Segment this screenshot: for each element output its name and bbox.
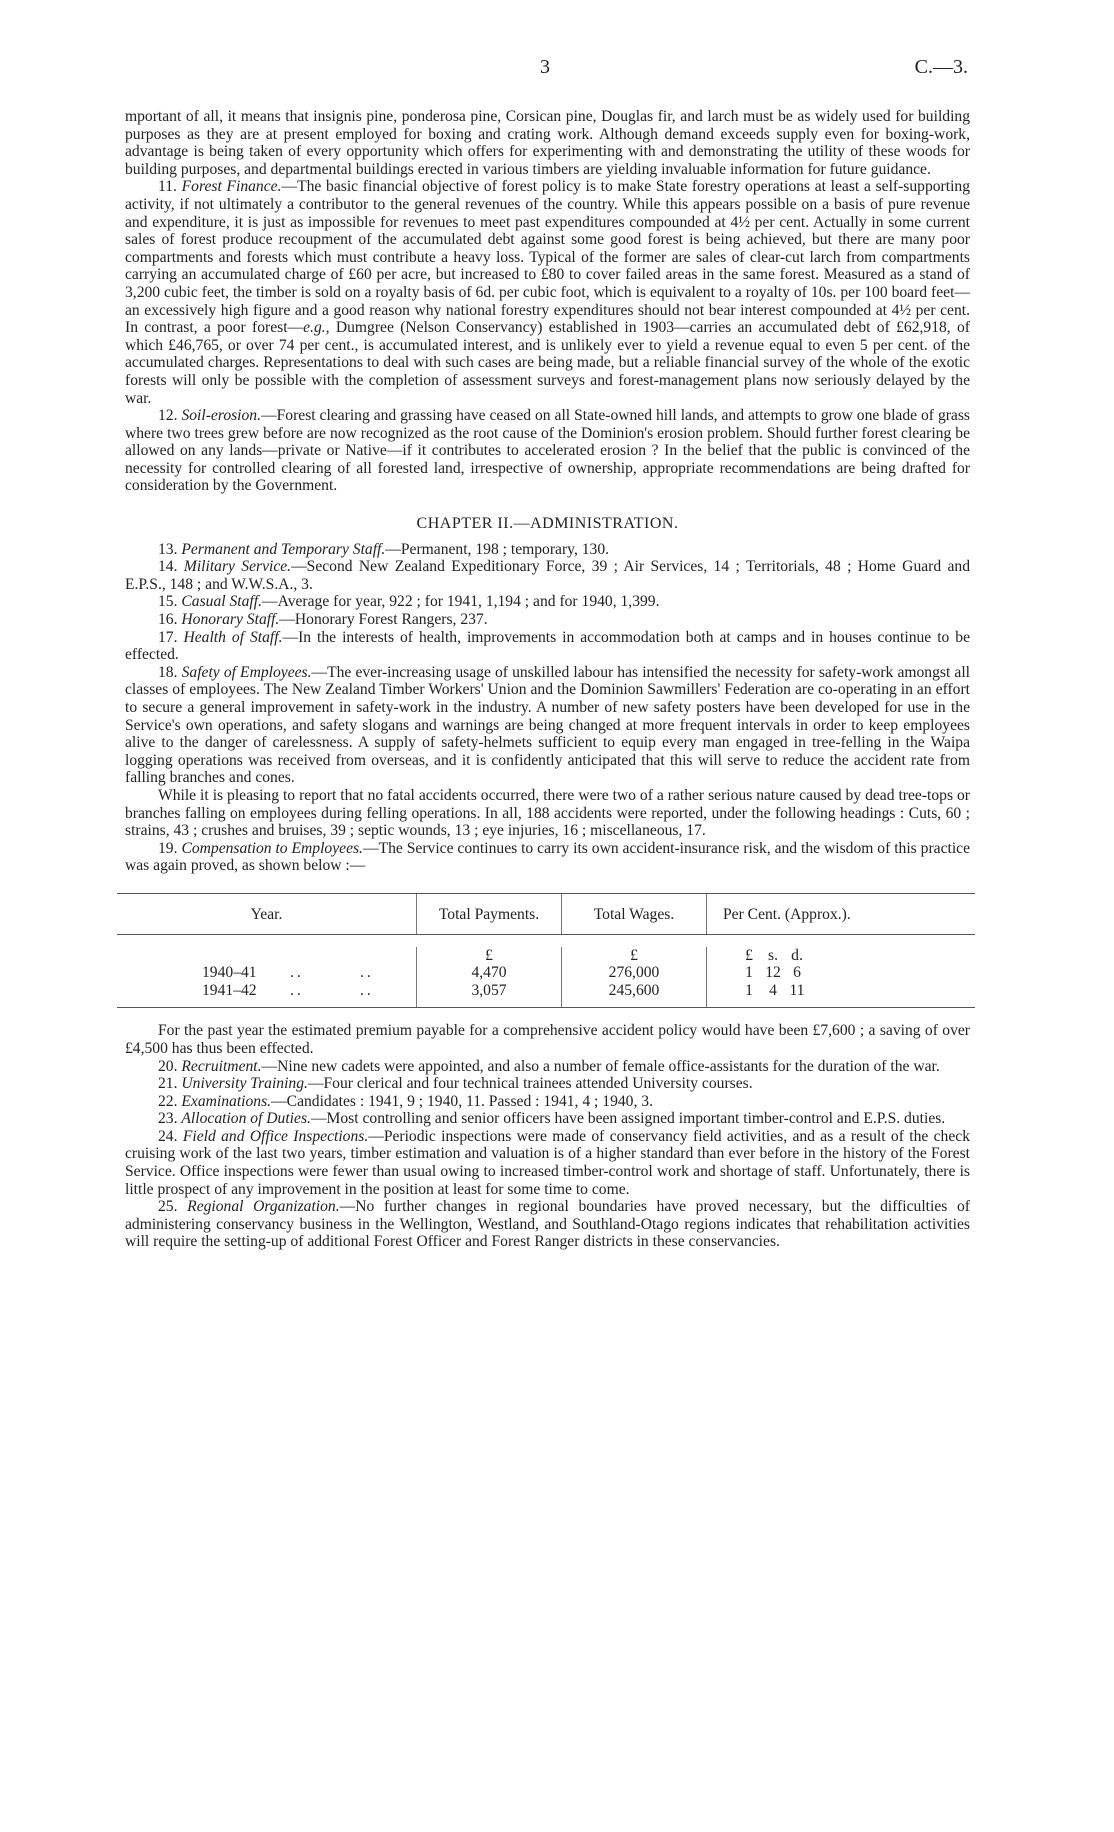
pct-pounds: 1: [745, 964, 753, 982]
section-title: University Training.: [181, 1075, 308, 1093]
section-21: [125, 1075, 970, 1093]
table-row: [117, 964, 416, 982]
section-title: Forest Finance.: [181, 178, 282, 196]
section-number: 13.: [158, 540, 178, 558]
section-24: [125, 1128, 970, 1198]
section-number: 21.: [158, 1075, 178, 1093]
section-number: 25.: [158, 1198, 178, 1216]
section-number: 12.: [158, 407, 178, 425]
section-22: [125, 1093, 970, 1111]
section-body: —Nine new cadets were appointed, and also a number of female office-assistants for the duration of the war.: [261, 1057, 940, 1075]
unit-pence: d.: [791, 946, 803, 964]
section-title: Honorary Staff.: [181, 611, 280, 629]
section-number: 19.: [158, 839, 178, 857]
section-15: [125, 593, 970, 611]
section-number: 20.: [158, 1057, 178, 1075]
year-column: [117, 947, 417, 1008]
wages-column: [562, 947, 707, 1008]
percent-column: [707, 947, 975, 1008]
intro-paragraph: mportant of all, it means that insignis pine, ponderosa pine, Corsican pine, Douglas fir, and larch must be as widely used for building purposes as they are at present employed for boxing and crating work. Although demand exceeds supply even for boxing-work, advantage is being taken of every opportunity which offers for experimenting with and demonstrating the utility of these woods for building purposes, and departmental buildings erected in various timbers are yielding invaluable information for future guidance.: [125, 108, 970, 178]
section-body: —Candidates : 1941, 9 ; 1940, 11. Passed : 1941, 4 ; 1940, 3.: [271, 1092, 653, 1110]
section-19: [125, 840, 970, 875]
section-body: —Honorary Forest Rangers, 237.: [279, 611, 488, 629]
pct-pounds: 1: [745, 981, 753, 999]
section-25: [125, 1198, 970, 1251]
wages-cell: 276,000: [608, 964, 660, 982]
section-body: —Most controlling and senior officers have been assigned important timber-control and E.P.S. duties.: [310, 1110, 946, 1128]
leader-dots: ..: [360, 981, 374, 999]
leader-dots: ..: [290, 964, 304, 982]
section-11: [125, 178, 970, 407]
pct-pence: 6: [793, 964, 801, 982]
unit-pound: £: [485, 946, 493, 964]
main-column: [125, 108, 970, 1251]
section-16: [125, 611, 970, 629]
section-body-cont: Dumgree (Nelson Conservancy) established in 1903—carries an accumulated debt of £62,918, of which £46,765, or over 74 per cent., is accumulated interest, and is unlikely ever to yield a revenue equal to even 5 per cent. of the accumulated charges. Representations to deal with such cases are being made, but a reliable financial survey of the whole of the exotic forests will only be possible with the completion of assessment surveys and forest-management plans now seriously delayed by the war.: [125, 319, 970, 407]
section-number: 23.: [158, 1110, 178, 1128]
section-body: —The basic financial objective of forest policy is to make State forestry operations at least a self-supporting activity, if not ultimately a contributor to the general revenues of the country. While this appears possible on a basis of pure revenue and expenditure, it is just as impossible for revenues to meet past expenditures compounded at 4½ per cent. Actually in some current sales of forest produce recoupment of the accumulated debt against some good forest is being achieved, but there are many poor compartments and forests which must contribute a heavy loss. Typical of the former are sales of clear-cut larch from compartments carrying an accumulated charge of £60 per acre, but increased to £80 to cover failed areas in the same forest. Measured as a stand of 3,200 cubic feet, the timber is sold on a royalty basis of 6d. per cubic foot, which is equivalent to a royalty of 10s. per 100 board feet—an excessively high figure and a good reason why national forestry expenditures should not bear interest compounded at 4½ per cent. In contrast, a poor forest—: [125, 178, 970, 337]
table-body: [117, 935, 975, 1008]
section-title: Health of Staff.: [183, 628, 283, 646]
pct-shillings: 12: [765, 964, 781, 982]
section-number: 15.: [158, 593, 178, 611]
section-title: Soil-erosion.: [181, 407, 262, 425]
unit-shillings: s.: [768, 946, 778, 964]
chapter-heading: CHAPTER II.—ADMINISTRATION.: [416, 515, 679, 533]
unit-pound: £: [630, 946, 638, 964]
percent-cell: [737, 964, 975, 982]
header-year: Year.: [117, 894, 417, 934]
unit-pounds: £: [745, 946, 753, 964]
section-body: —Four clerical and four technical trainees attended University courses.: [307, 1075, 753, 1093]
payments-cell: 3,057: [471, 981, 507, 999]
section-number: 14.: [158, 558, 178, 576]
section-number: 24.: [158, 1127, 178, 1145]
leader-dots: ..: [360, 964, 374, 982]
section-title: Allocation of Duties.: [181, 1110, 311, 1128]
compensation-table: [117, 893, 975, 1008]
section-title: Safety of Employees.: [181, 663, 312, 681]
section-title: Permanent and Temporary Staff.: [181, 540, 386, 558]
page-number: 3: [540, 56, 550, 78]
section-body: —Periodic inspections were made of conservancy field activities, and as a result of the check cruising work of the last two years, timber estimation and valuation is of a higher standard than ever before in the history of the Forest Service. Office inspections were fewer than usual owing to increased timber-control work and shortage of staff. Unfortunately, there is little prospect of any improvement in the position at least for some time to come.: [125, 1127, 970, 1198]
table-row: [117, 982, 416, 1000]
section-number: 11.: [158, 178, 177, 196]
section-title: Casual Staff.: [181, 593, 262, 611]
section-18-continued: While it is pleasing to report that no fatal accidents occurred, there were two of a rather serious nature caused by dead tree-tops or branches falling on employees during felling operations. In all, 188 accidents were reported, under the following headings : Cuts, 60 ; strains, 43 ; crushes and bruises, 39 ; septic wounds, 13 ; eye injuries, 16 ; miscellaneous, 17.: [125, 786, 970, 840]
page-header: [0, 56, 1114, 86]
section-17: [125, 629, 970, 664]
header-per-cent: Per Cent. (Approx.).: [723, 905, 851, 923]
payments-column: [417, 947, 562, 1008]
leader-dots: ..: [290, 981, 304, 999]
pct-shillings: 4: [769, 981, 777, 999]
section-title: Examinations.: [181, 1092, 272, 1110]
section-number: 22.: [158, 1092, 178, 1110]
section-title: Field and Office Inspections.: [182, 1127, 369, 1145]
series-code: C.—3.: [914, 56, 968, 78]
section-body: —Second New Zealand Expeditionary Force, 39 ; Air Services, 14 ; Territorials, 48 ; Home Guard and E.P.S., 148 ; and W.W.S.A., 3.: [125, 558, 971, 593]
payments-cell: 4,470: [471, 964, 507, 982]
year-cell: 1940–41: [202, 964, 257, 982]
section-body: —No further changes in regional boundaries have proved necessary, but the difficulties of administering conservancy business in the Wellington, Westland, and Southland-Otago regions indicates that rehabilitation activities will require the setting-up of additional Forest Officer and Forest Ranger districts in these conservancies.: [125, 1198, 970, 1251]
section-title: Recruitment.: [181, 1057, 262, 1075]
after-table-paragraph: For the past year the estimated premium payable for a comprehensive accident policy would have been £7,600 ; a saving of over £4,500 has thus been effected.: [125, 1022, 970, 1057]
section-20: [125, 1058, 970, 1076]
section-title: Regional Organization.: [187, 1198, 340, 1216]
table-bottom-rule: [117, 1007, 975, 1008]
pct-pence: 11: [789, 981, 805, 999]
section-body: —The ever-increasing usage of unskilled labour has intensified the necessity for safety-work amongst all classes of employees. The New Zealand Timber Workers' Union and the Dominion Sawmillers' Federation are co-operating in an effort to secure a general improvement in safety-work in the industry. A number of new safety posters have been developed for use in the Service's own operations, and safety slogans and warnings are being changed at more frequent intervals in order to keep employees alive to the danger of carelessness. A supply of safety-helmets sufficient to equip every man engaged in tree-felling in the Waipa logging operations was received from overseas, and it is confidently anticipated that this will serve to reduce the accident rate from falling branches and cones.: [125, 663, 970, 787]
percent-units: [737, 947, 975, 965]
year-cell: 1941–42: [202, 981, 257, 999]
eg-abbrev: e.g.,: [303, 319, 330, 337]
section-number: 18.: [158, 663, 178, 681]
table-header-row: [117, 894, 975, 934]
section-body: —Average for year, 922 ; for 1941, 1,194 ; and for 1940, 1,399.: [262, 593, 660, 611]
section-title: Compensation to Employees.: [181, 839, 363, 857]
percent-cell: [737, 982, 975, 1000]
section-12: [125, 407, 970, 495]
header-total-payments: Total Payments.: [417, 894, 562, 934]
section-13: [125, 541, 970, 559]
section-23: [125, 1110, 970, 1128]
section-body: —Forest clearing and grassing have ceased on all State-owned hill lands, and attempts to grow one blade of grass where two trees grew before are now recognized as the root cause of the Dominion's erosion problem. Should further forest clearing be allowed on any lands—private or Native—if it contributes to accelerated erosion ? In the belief that the public is convinced of the necessity for controlled clearing of all forested land, irrespective of ownership, appropriate recommendations are being drafted for consideration by the Government.: [125, 407, 970, 495]
section-number: 16.: [158, 611, 178, 629]
section-18: [125, 664, 970, 787]
section-title: Military Service.: [183, 558, 292, 576]
header-total-wages: Total Wages.: [562, 894, 707, 934]
section-14: [125, 558, 970, 593]
section-body: —In the interests of health, improvements in accommodation both at camps and in houses continue to be effected.: [125, 628, 971, 664]
wages-cell: 245,600: [608, 981, 660, 999]
section-number: 17.: [158, 628, 178, 646]
section-body: —Permanent, 198 ; temporary, 130.: [385, 540, 610, 558]
section-body: —The Service continues to carry its own accident-insurance risk, and the wisdom of this practice was again proved, as shown below :—: [125, 839, 971, 875]
